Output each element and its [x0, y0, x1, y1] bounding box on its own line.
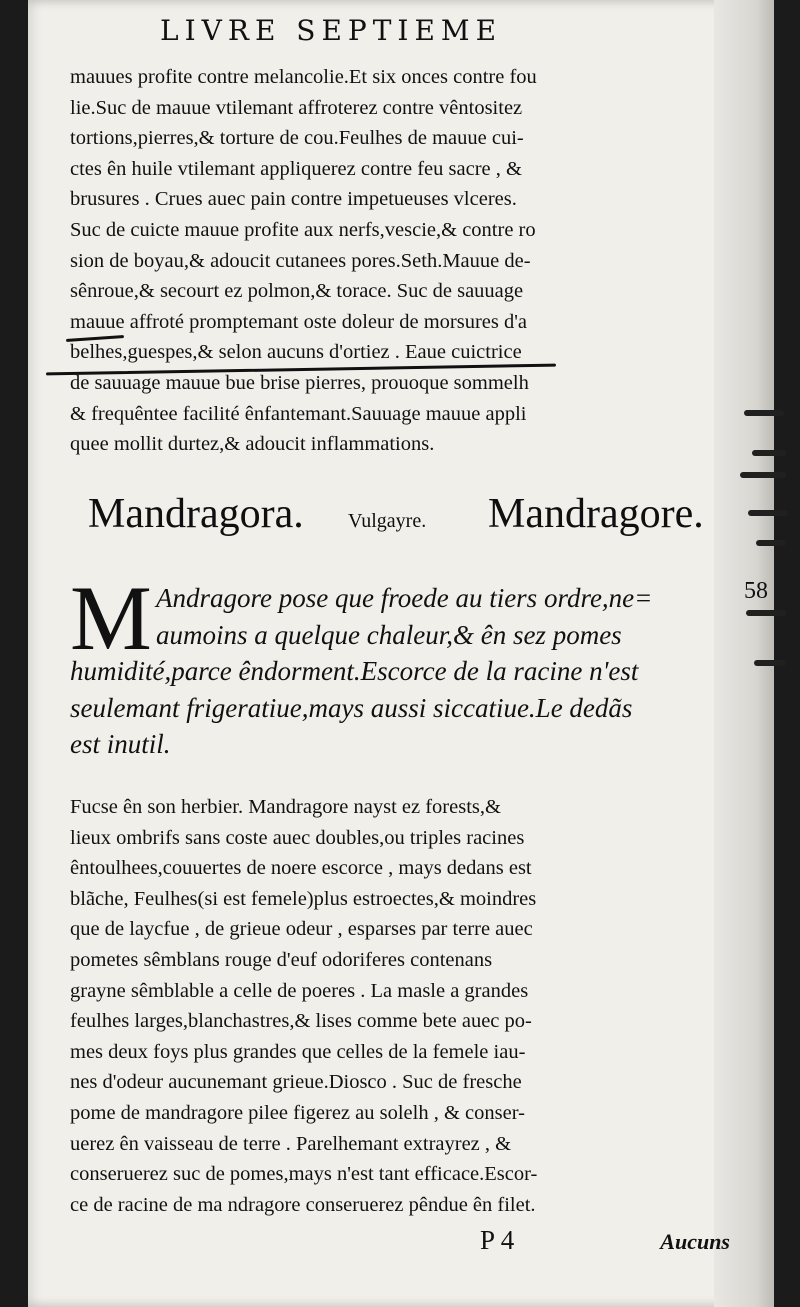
italic-paragraph: [70, 580, 730, 763]
ink-mark: [754, 660, 786, 666]
text-line: quee mollit durtez,& adoucit inflammations.: [70, 433, 435, 456]
text-line: conseruerez suc de pomes,mays n'est tant efficace.Escor-: [70, 1163, 538, 1186]
text-line: mes deux foys plus grandes que celles de la femele iau-: [70, 1040, 526, 1063]
ink-mark: [756, 540, 786, 546]
text-line: sion de boyau,& adoucit cutanees pores.Seth.Mauue de-: [70, 249, 531, 272]
text-line: feulhes larges,blanchastres,& lises comme bete auec po-: [70, 1010, 532, 1033]
text-line: ce de racine de ma ndragore conseruerez pêndue ên filet.: [70, 1193, 536, 1216]
ink-mark: [752, 450, 786, 456]
text-line: est inutil.: [70, 729, 171, 759]
text-line: de sauuage mauue bue brise pierres, prouoque sommelh: [70, 371, 529, 394]
text-line: Andragore pose que froede au tiers ordre,ne=: [156, 583, 653, 613]
text-line: grayne sêmblable a celle de poeres . La masle a grandes: [70, 979, 529, 1002]
text-line: blãche, Feulhes(si est femele)plus estroectes,& moindres: [70, 887, 537, 910]
text-line: & frequêntee facilité ênfantemant.Sauuage mauue appli: [70, 402, 527, 425]
text-line: pometes sêmblans rouge d'euf odoriferes contenans: [70, 948, 493, 971]
text-line: Suc de cuicte mauue profite aux nerfs,vescie,& contre ro: [70, 218, 536, 241]
text-line: mauue affroté promptemant oste doleur de morsures d'a: [70, 310, 528, 333]
text-line: brusures . Crues auec pain contre impetueuses vlceres.: [70, 188, 517, 211]
text-line: ctes ên huile vtilemant appliquerez contre feu sacre , &: [70, 157, 522, 180]
text-line: tortions,pierres,& torture de cou.Feulhes de mauue cui-: [70, 127, 524, 150]
text-block-mandrake: [70, 792, 730, 1220]
text-line: aumoins a quelque chaleur,& ên sez pomes: [156, 619, 622, 650]
text-line: lie.Suc de mauue vtilemant affroterez contre vêntositez: [70, 96, 523, 119]
ink-mark: [746, 610, 786, 616]
drop-cap: M: [70, 567, 152, 669]
ink-mark: [740, 472, 786, 478]
section-title: [88, 490, 738, 550]
title-french: Mandragore.: [488, 491, 704, 537]
text-line: nes d'odeur aucunemant grieue.Diosco . Suc de fresche: [70, 1071, 522, 1094]
text-line: mauues profite contre melancolie.Et six onces contre fou: [70, 66, 537, 88]
signature-mark: P 4: [480, 1225, 515, 1255]
title-vulgar-label: Vulgayre.: [348, 510, 427, 532]
text-line: que de laycfue , de grieue odeur , esparses par terre auec: [70, 918, 533, 941]
title-latin: Mandragora.: [88, 491, 304, 537]
text-line: seulemant frigeratiue,mays aussi siccatiue.Le dedãs: [70, 692, 633, 723]
text-line: sênroue,& secourt ez polmon,& torace. Suc de sauuage: [70, 280, 524, 303]
text-line: êntoulhees,couuertes de noere escorce , mays dedans est: [70, 857, 532, 880]
page-footer: [70, 1225, 730, 1265]
running-header: LIVRE SEPTIEME: [160, 14, 503, 47]
catchword: Aucuns: [660, 1229, 730, 1254]
text-line: pome de mandragore pilee figerez au solelh , & conser-: [70, 1101, 525, 1124]
text-line: lieux ombrifs sans coste auec doubles,ou triples racines: [70, 826, 525, 849]
ink-mark: [748, 510, 788, 516]
text-line: belhes,guespes,& selon aucuns d'ortiez . Eaue cuictrice: [70, 341, 522, 364]
text-line: uerez ên vaisseau de terre . Parelhemant extrayrez , &: [70, 1132, 512, 1155]
text-line: Fucse ên son herbier. Mandragore nayst ez forests,&: [70, 796, 501, 818]
text-block-mauve: [70, 62, 730, 460]
text-line: humidité,parce êndorment.Escorce de la racine n'est: [70, 656, 639, 686]
ink-mark: [744, 410, 784, 416]
folio-number: 58: [744, 578, 768, 604]
